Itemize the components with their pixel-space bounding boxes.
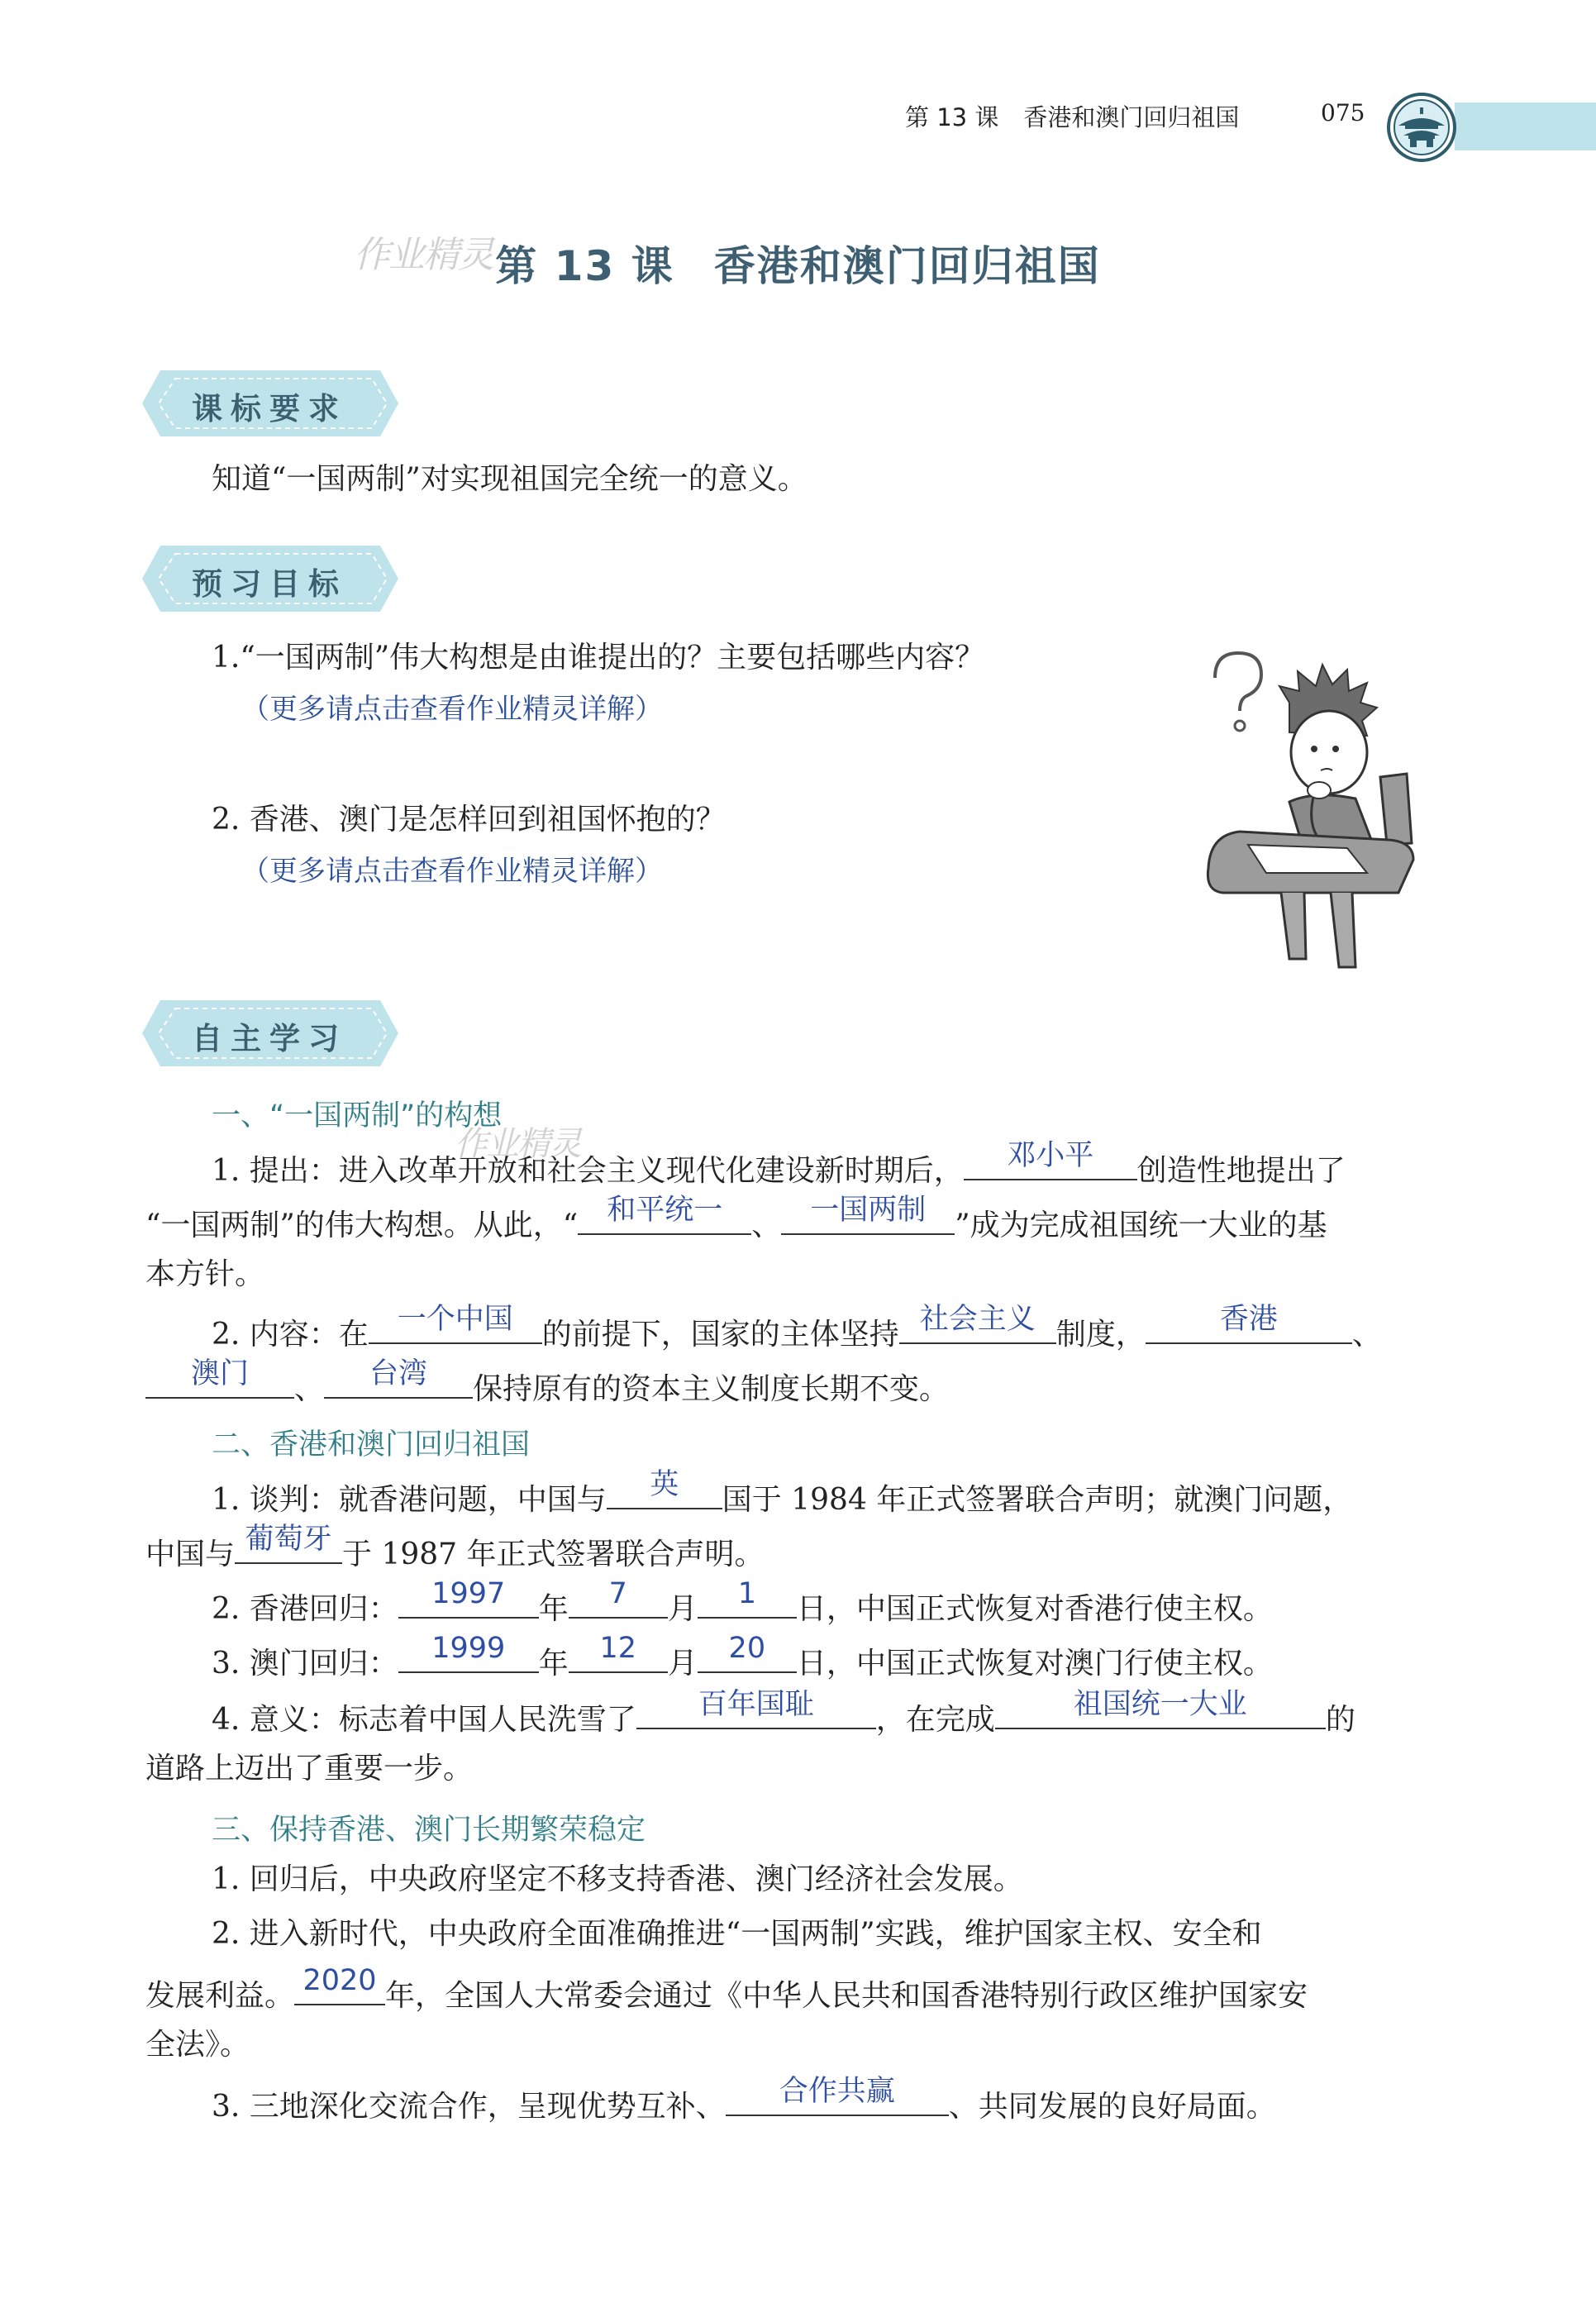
answer-blank[interactable] [369, 1303, 542, 1344]
text: 日，中国正式恢复对澳门行使主权。 [796, 1647, 1273, 1681]
answer-blank[interactable] [569, 1577, 668, 1619]
preview-question-1: 1.“一国两制”伟大构想是由谁提出的？主要包括哪些内容？ [212, 641, 985, 675]
answer-text: 合作共赢 [779, 2075, 895, 2108]
text: 、 [751, 1209, 782, 1242]
part1-line-4 [212, 1303, 1382, 1353]
text: 制度， [1055, 1318, 1146, 1352]
answer-blank[interactable] [398, 1632, 539, 1673]
part1-heading: 一、“一国两制”的构想 [212, 1099, 503, 1132]
answer-blank[interactable] [698, 1632, 797, 1673]
text: 1. 提出：进入改革开放和社会主义现代化建设新时期后， [212, 1154, 964, 1188]
part3-heading: 三、保持香港、澳门长期繁荣稳定 [212, 1814, 646, 1847]
answer-blank[interactable] [324, 1357, 473, 1399]
text: 的前提下，国家的主体坚持 [541, 1318, 899, 1352]
answer-text: 邓小平 [1007, 1139, 1094, 1172]
header-lesson-label: 第 13 课 [905, 103, 999, 131]
section-tag-curriculum-label: 课标要求 [192, 391, 347, 427]
part2-line-4 [212, 1632, 1273, 1682]
part2-line-5 [212, 1688, 1355, 1738]
answer-blank[interactable] [995, 1688, 1326, 1729]
answer-blank[interactable] [607, 1468, 722, 1509]
text: 、共同发展的良好局面。 [948, 2090, 1276, 2124]
answer-text: 社会主义 [919, 1303, 1036, 1336]
preview-question-2-link[interactable]: （更多请点击查看作业精灵详解） [241, 855, 663, 888]
text: 的 [1325, 1703, 1355, 1737]
part3-line-4: 全法》。 [145, 2028, 250, 2062]
text: 3. 澳门回归： [212, 1647, 398, 1681]
preview-question-2: 2. 香港、澳门是怎样回到祖国怀抱的？ [212, 803, 726, 837]
text: ”成为完成祖国统一大业的基 [955, 1209, 1327, 1242]
preview-question-1-link[interactable]: （更多请点击查看作业精灵详解） [241, 693, 663, 726]
answer-text: 2020 [303, 1964, 377, 1997]
answer-text: 12 [599, 1632, 637, 1665]
answer-text: 1 [737, 1577, 756, 1610]
watermark-2: 作业精灵 [455, 1125, 580, 1163]
section-tag-self-study-label: 自主学习 [192, 1021, 347, 1056]
text: 月 [667, 1592, 698, 1626]
part1-line-5 [145, 1357, 950, 1408]
section-tag-preview-label: 预习目标 [192, 566, 347, 602]
answer-text: 20 [728, 1632, 766, 1665]
answer-text: 和平统一 [607, 1194, 723, 1227]
thinking-student-illustration [1190, 628, 1422, 984]
part2-line-2 [145, 1523, 765, 1573]
text: “一国两制”的伟大构想。从此，“ [145, 1209, 579, 1242]
pagoda-icon [1384, 93, 1460, 162]
answer-text: 一国两制 [810, 1194, 927, 1227]
answer-text: 1997 [431, 1577, 506, 1610]
text: 国于 1984 年正式签署联合声明；就澳门问题， [722, 1483, 1353, 1517]
part2-line-6: 道路上迈出了重要一步。 [145, 1752, 474, 1786]
title-text: 香港和澳门回归祖国 [713, 242, 1101, 290]
answer-text: 澳门 [190, 1357, 249, 1390]
answer-blank[interactable] [636, 1688, 876, 1729]
answer-text: 一个中国 [397, 1303, 513, 1336]
text: 发展利益。 [145, 1979, 295, 2013]
text: 2. 香港回归： [212, 1592, 398, 1626]
answer-blank[interactable] [781, 1194, 955, 1235]
header-band [1455, 103, 1596, 150]
part1-line-3: 本方针。 [145, 1257, 265, 1291]
part2-line-1 [212, 1468, 1353, 1519]
answer-blank[interactable] [698, 1577, 797, 1619]
text: 1. 谈判：就香港问题，中国与 [212, 1483, 607, 1517]
part3-line-5 [212, 2075, 1276, 2125]
answer-blank[interactable] [294, 1964, 385, 2005]
answer-blank[interactable] [726, 2075, 949, 2116]
answer-blank[interactable] [964, 1139, 1137, 1180]
text: 、 [294, 1372, 325, 1406]
text: 2. 内容：在 [212, 1318, 369, 1352]
text: 4. 意义：标志着中国人民洗雪了 [212, 1703, 636, 1737]
part3-line-2: 2. 进入新时代，中央政府全面准确推进“一国两制”实践，维护国家主权、安全和 [212, 1917, 1262, 1951]
part2-heading: 二、香港和澳门回归祖国 [212, 1428, 531, 1461]
page-title [0, 233, 1596, 293]
text: 月 [667, 1647, 698, 1681]
curriculum-text: 知道“一国两制”对实现祖国完全统一的意义。 [212, 462, 808, 496]
watermark: 作业精灵 [354, 234, 493, 276]
header-lesson-title: 香港和澳门回归祖国 [1023, 103, 1240, 131]
answer-blank[interactable] [578, 1194, 751, 1235]
text: 保持原有的资本主义制度长期不变。 [473, 1372, 950, 1406]
answer-text: 祖国统一大业 [1073, 1688, 1247, 1721]
text: 年 [538, 1647, 569, 1681]
answer-text: 1999 [431, 1632, 506, 1665]
answer-text: 台湾 [369, 1357, 428, 1390]
text: 于 1987 年正式签署联合声明。 [342, 1538, 765, 1571]
part3-line-1: 1. 回归后，中央政府坚定不移支持香港、澳门经济社会发展。 [212, 1862, 1023, 1896]
answer-blank[interactable] [145, 1357, 294, 1399]
answer-text: 百年国耻 [698, 1688, 814, 1721]
answer-blank[interactable] [235, 1523, 342, 1564]
answer-blank[interactable] [1146, 1303, 1352, 1344]
answer-blank[interactable] [899, 1303, 1056, 1344]
part2-line-3 [212, 1577, 1273, 1628]
part3-line-3 [145, 1964, 1308, 2014]
answer-text: 葡萄牙 [245, 1523, 332, 1556]
title-lesson: 第 13 课 [495, 242, 674, 290]
answer-blank[interactable] [398, 1577, 539, 1619]
answer-blank[interactable] [569, 1632, 668, 1673]
text: 年，全国人大常委会通过《中华人民共和国香港特别行政区维护国家安 [385, 1979, 1308, 2013]
text: 、 [1351, 1318, 1382, 1352]
text: ，在完成 [875, 1703, 995, 1737]
part1-line-2 [145, 1194, 1327, 1244]
text: 年 [538, 1592, 569, 1626]
header-lesson [905, 99, 1239, 133]
text: 日，中国正式恢复对香港行使主权。 [796, 1592, 1273, 1626]
text: 3. 三地深化交流合作，呈现优势互补、 [212, 2090, 726, 2124]
answer-text: 香港 [1219, 1303, 1278, 1336]
page-number: 075 [1321, 99, 1365, 126]
answer-text: 英 [650, 1468, 679, 1501]
answer-text: 7 [608, 1577, 627, 1610]
text: 中国与 [145, 1538, 236, 1571]
text: 创造性地提出了 [1136, 1154, 1346, 1188]
